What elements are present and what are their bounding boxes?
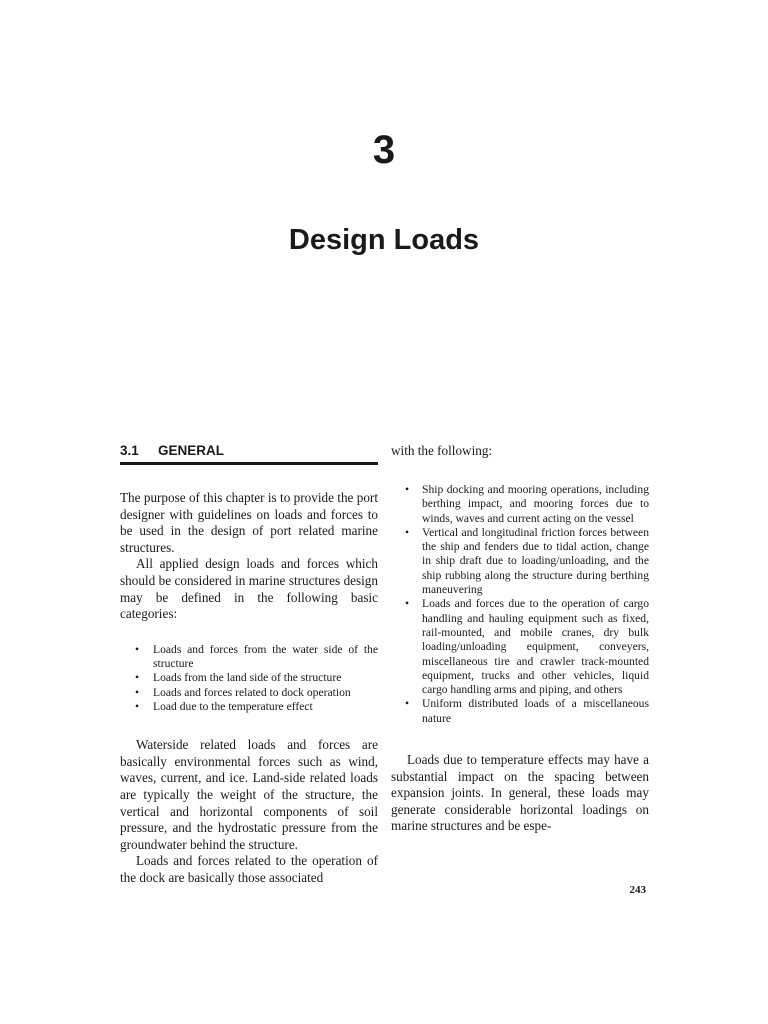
paragraph-dock-operation: Loads and forces related to the operation of the dock are basically those associated: [120, 853, 378, 885]
right-column: [391, 440, 649, 835]
paragraph-temperature: Loads due to temperature effects may have a substantial impact on the spacing between expansion joints. In general, these loads may generate considerable horizontal loadings on marine structures and be espe-: [391, 752, 649, 834]
paragraph-purpose: The purpose of this chapter is to provide the port designer with guidelines on loads and forces to be used in the design of port related marine structures.: [120, 490, 378, 555]
section-number: 3.1: [120, 443, 139, 458]
chapter-title: Design Loads: [288, 224, 480, 256]
dock-operation-list: [391, 483, 649, 726]
paragraph-waterside: Waterside related loads and forces are basically environmental forces such as wind, waves, current, and ice. Land-side related loads are typically the weight of the structure, the vertical and horizontal components of soil pressure, and the hydrostatic pressure from the groundwater behind the structure.: [120, 737, 378, 852]
list-item: • Loads and forces related to dock operation: [135, 685, 351, 699]
bullet-icon: •: [405, 697, 410, 711]
bullet-icon: •: [405, 597, 410, 611]
list-item: • Uniform distributed loads of a miscellaneous nature: [405, 697, 649, 725]
list-item: • Load due to the temperature effect: [135, 699, 313, 713]
left-column: [120, 440, 378, 887]
paragraph-continuation: with the following:: [391, 443, 493, 458]
list-item: • Ship docking and mooring operations, including berthing impact, and mooring forces due to winds, waves and current acting on the vessel: [405, 483, 649, 525]
list-item: • Vertical and longitudinal friction forces between the ship and fenders due to tidal action, change in ship draft due to loading/unloading, and the ship rubbing along the structure during berthing maneuvering: [405, 525, 649, 597]
chapter-number: 3: [372, 128, 396, 172]
bullet-icon: •: [135, 699, 140, 713]
section-title: GENERAL: [158, 443, 225, 458]
bullet-icon: •: [135, 685, 140, 699]
section-heading: [120, 440, 378, 465]
bullet-icon: •: [405, 525, 410, 539]
category-list: [120, 643, 378, 714]
bullet-icon: •: [405, 483, 410, 496]
list-item: • Loads and forces due to the operation of cargo handling and hauling equipment such as fixed, rail-mounted, and mobile cranes, dry bulk loading/unloading equipment, conveyers, miscellaneous tire and crawler track-mounted equipment, trucks and other vehicles, liquid cargo handling arms and piping, and others: [405, 597, 649, 697]
bullet-icon: •: [135, 671, 140, 685]
list-item: • Loads and forces from the water side of the structure: [135, 642, 378, 671]
page-number: 243: [629, 884, 646, 896]
bullet-icon: •: [135, 642, 140, 656]
paragraph-categories: All applied design loads and forces which should be considered in marine structures design may be defined in the following basic categories:: [120, 556, 378, 622]
list-item: • Loads from the land side of the structure: [135, 671, 342, 685]
